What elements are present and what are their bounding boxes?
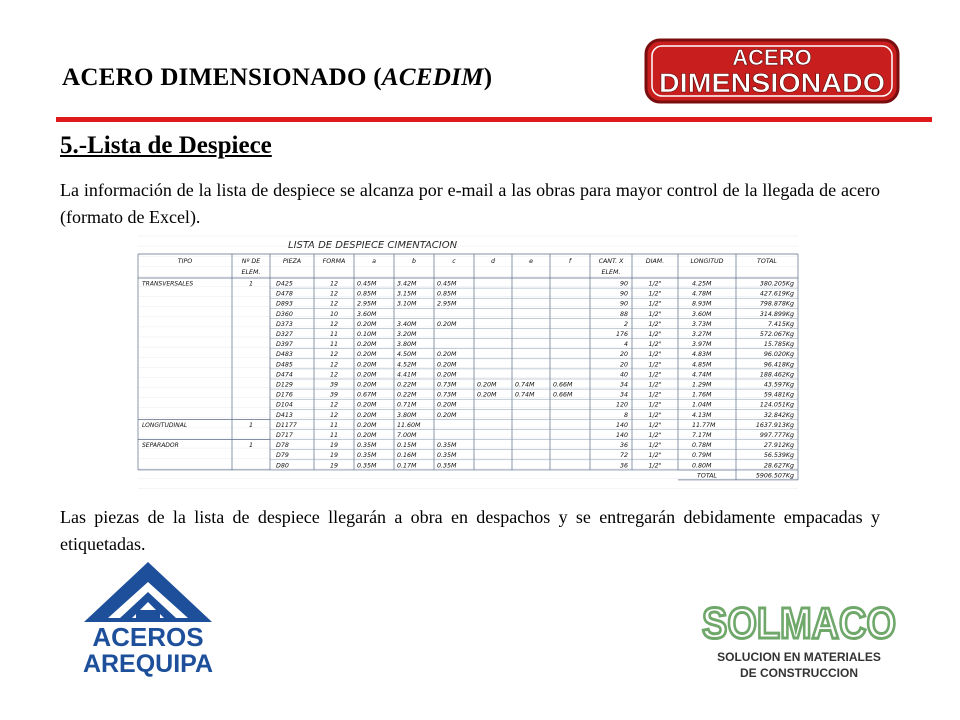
table-cell: 11 [329,331,339,338]
table-cell: 11.60M [397,421,421,429]
table-cell: 0.20M [357,432,377,439]
solmaco-tagline-1: SOLUCION EN MATERIALES [717,650,881,664]
table-title: LISTA DE DESPIECE CIMENTACION [288,240,458,251]
table-cell: 0.20M [477,391,497,399]
table-cell-tipo: TRANSVERSALES [142,280,194,288]
table-cell: 176 [615,331,628,338]
table-cell: 11 [329,341,339,349]
table-header-cell: e [529,258,533,265]
table-cell: 43.597Kg [763,381,794,389]
table-cell: 0.20M [437,320,457,328]
table-cell: 0.45M [437,280,457,288]
table-cell: 1/2" [648,371,662,379]
table-cell: 19 [329,462,339,470]
table-cell: 7.17M [692,432,712,439]
table-cell: 4.78M [692,290,712,298]
table-cell: 0.22M [397,391,417,399]
table-cell: 11 [329,421,339,429]
table-cell: 40 [619,371,628,379]
header-divider [56,117,932,122]
table-cell: D478 [276,290,293,298]
table-cell: 0.20M [357,381,377,389]
table-cell: 1/2" [648,391,662,399]
table-cell: 0.73M [437,381,457,389]
table-cell: 124.051Kg [759,401,794,409]
table-cell: 12 [329,280,339,288]
table-cell: 1.76M [692,391,712,399]
svg-text:SOLMACO: SOLMACO [702,599,896,648]
table-cell: 0.78M [692,442,712,450]
table-cell: 20 [619,361,628,369]
table-cell: 0.73M [437,391,457,399]
table-cell: D79 [276,452,289,460]
table-cell: 0.35M [437,442,457,450]
table-cell: 3.60M [357,310,377,318]
table-cell: 0.20M [437,361,457,369]
table-cell: 0.20M [357,351,377,359]
table-cell: 2.95M [357,300,377,308]
table-cell: 1/2" [648,310,662,318]
table-cell: 12 [329,300,339,308]
table-cell: 72 [619,452,628,460]
table-cell: 0.20M [357,401,377,409]
table-cell: 1/2" [648,432,662,439]
table-cell: 0.45M [357,280,377,288]
table-cell: 314.899Kg [759,310,794,318]
table-cell: 1/2" [648,411,662,419]
table-cell: 0.15M [397,442,417,450]
table-cell: 0.10M [357,331,377,338]
table-header-cell: f [568,258,572,265]
table-cell: D425 [276,280,293,288]
table-cell: 0.20M [357,411,377,419]
table-cell: D373 [276,320,293,328]
table-total-value: 5906.507Kg [755,472,794,480]
table-cell: 0.17M [397,462,417,470]
table-cell: 0.20M [437,401,457,409]
table-cell: 3.60M [692,310,712,318]
table-cell: 0.74M [515,381,535,389]
table-cell: 0.35M [357,452,377,460]
table-cell: 1/2" [648,320,662,328]
table-cell: 0.35M [437,462,457,470]
table-header-cell: CANT. X [598,258,624,265]
table-cell: 120 [615,401,628,409]
table-cell: 3.10M [397,300,417,308]
table-cell: 3.20M [397,331,417,338]
table-cell: 39 [329,391,339,399]
table-cell: 1637.913Kg [755,421,794,429]
table-cell: 1/2" [648,290,662,298]
table-cell: 188.462Kg [759,371,794,379]
table-cell: 19 [329,452,339,460]
table-cell: 12 [329,371,339,379]
table-cell: 0.35M [357,462,377,470]
table-cell: 36 [619,462,628,470]
table-cell: 0.79M [692,452,712,460]
table-cell: 1.29M [692,381,712,389]
table-cell: 20 [619,351,628,359]
table-cell: 1/2" [648,442,662,450]
table-cell: 1/2" [648,341,662,349]
table-cell: 12 [329,320,339,328]
table-cell: 4.25M [692,280,712,288]
table-header-cell: a [372,258,376,265]
table-cell: 90 [619,300,628,308]
table-cell: 4 [623,341,628,349]
solmaco-tagline-2: DE CONSTRUCCION [739,666,858,680]
table-cell: 427.619Kg [759,290,794,298]
table-header-cell: FORMA [322,258,346,265]
table-cell: 140 [615,421,628,429]
table-cell: 1 [248,280,254,288]
table-cell: 7.415Kg [767,320,794,328]
table-cell: 12 [329,401,339,409]
svg-text:ACEROS: ACEROS [92,622,204,652]
table-cell: 798.878Kg [759,300,794,308]
table-cell: 3.80M [397,341,417,349]
svg-text:ACERO: ACERO [732,45,812,70]
table-cell: 0.16M [397,452,417,460]
table-cell: 380.205Kg [759,280,794,288]
table-cell: D397 [276,341,293,349]
intro-paragraph: La información de la lista de despiece se alcanza por e-mail a las obras para mayor control de la llegada de acero (formato de Excel). [60,180,880,227]
table-cell: D474 [276,371,293,379]
table-total-label: TOTAL [697,472,717,480]
table-cell: 1/2" [648,361,662,369]
table-cell: 12 [329,351,339,359]
table-header-cell: c [452,258,456,265]
table-header-cell: Nº DE [241,258,261,265]
table-cell: 4.41M [397,371,417,379]
table-cell: 2.95M [437,300,457,308]
table-cell: 140 [615,432,628,439]
table-cell: 1 [248,421,254,429]
table-header-cell: TIPO [177,258,193,265]
acero-dimensionado-logo [640,34,904,106]
table-header-cell: b [412,258,416,265]
table-cell: 0.66M [553,381,573,389]
table-cell: 1/2" [648,331,662,338]
table-cell: 19 [329,442,339,450]
table-cell: 4.85M [692,361,712,369]
table-cell: 4.50M [397,351,417,359]
table-cell: D893 [276,300,293,308]
table-cell: 8.93M [692,300,712,308]
table-cell: 10 [329,310,339,318]
table-cell: 7.00M [397,432,417,439]
table-header-cell: LONGITUD [690,258,724,265]
table-cell: 0.20M [477,381,497,389]
table-cell: 4.52M [397,361,417,369]
table-cell: 39 [329,381,339,389]
table-cell: 2 [623,320,628,328]
table-cell: 0.20M [437,411,457,419]
table-cell: 0.35M [357,442,377,450]
table-cell: 0.22M [397,381,417,389]
table-cell: 12 [329,290,339,298]
table-cell: 3.42M [397,280,417,288]
table-cell: 0.74M [515,391,535,399]
table-cell: 3.97M [692,341,712,349]
table-cell: 572.067Kg [759,331,794,338]
table-cell-tipo: SEPARADOR [142,442,179,450]
table-cell: 3.40M [397,320,417,328]
table-cell: 90 [619,290,628,298]
table-cell: 0.20M [437,351,457,359]
table-cell: 0.85M [437,290,457,298]
table-cell-tipo: LONGITUDINAL [142,421,188,429]
table-cell: 1/2" [648,421,662,429]
table-cell: 36 [619,442,628,450]
table-cell: 1.04M [692,401,712,409]
table-cell: 3.15M [397,290,417,298]
table-cell: 0.66M [553,391,573,399]
table-header-cell: d [491,258,495,265]
table-cell: D360 [276,310,293,318]
table-cell: D176 [276,391,293,399]
table-cell: 4.83M [692,351,712,359]
table-cell: 4.13M [692,411,712,419]
table-cell: 3.73M [692,320,712,328]
table-cell: D78 [276,442,289,450]
table-cell: D129 [276,381,293,389]
table-cell: D413 [276,411,293,419]
table-cell: 96.418Kg [763,361,794,369]
table-header-cell: ELEM. [241,269,261,276]
table-cell: 12 [329,361,339,369]
svg-text:AREQUIPA: AREQUIPA [82,650,214,678]
table-cell: 11 [329,432,339,439]
page-title: ACERO DIMENSIONADO (ACEDIM) [62,64,493,91]
table-cell: 3.27M [692,331,712,338]
svg-text:DIMENSIONADO: DIMENSIONADO [659,68,885,98]
despiece-table [138,236,798,494]
table-header-cell: PIEZA [282,258,302,265]
table-cell: D1177 [276,421,297,429]
section-title: 5.-Lista de Despiece [60,132,272,159]
table-cell: 27.912Kg [763,442,794,450]
table-cell: 1/2" [648,381,662,389]
table-header-cell: ELEM. [601,269,621,276]
table-cell: 997.777Kg [759,432,794,439]
table-cell: 88 [619,310,628,318]
table-cell: 1/2" [648,351,662,359]
table-cell: 59.481Kg [763,391,794,399]
table-cell: 0.20M [357,341,377,349]
table-header-cell: TOTAL [757,258,777,265]
table-cell: 0.20M [357,320,377,328]
table-cell: 34 [619,391,628,399]
table-cell: 90 [619,280,628,288]
table-cell: 4.74M [692,371,712,379]
table-cell: 8 [623,411,628,419]
table-cell: 1/2" [648,452,662,460]
table-cell: 0.35M [437,452,457,460]
table-cell: 0.67M [357,391,377,399]
table-cell: 0.80M [692,462,712,470]
table-cell: 0.85M [357,290,377,298]
solmaco-logo [698,596,900,686]
table-cell: 34 [619,381,628,389]
table-cell: 15.785Kg [763,341,794,349]
table-cell: 0.20M [437,371,457,379]
table-cell: 0.71M [397,401,417,409]
table-cell: 0.20M [357,371,377,379]
table-cell: 96.020Kg [763,351,794,359]
table-header-cell: DIAM. [645,258,665,265]
table-cell: 56.539Kg [763,452,794,460]
table-cell: 11.77M [692,421,716,429]
table-cell: 3.80M [397,411,417,419]
table-cell: 0.20M [357,361,377,369]
table-cell: 32.842Kg [763,411,794,419]
table-cell: 1/2" [648,280,662,288]
table-cell: D483 [276,351,293,359]
closing-paragraph: Las piezas de la lista de despiece llegarán a obra en despachos y se entregarán debidamente empacadas y etiquetadas. [60,507,880,554]
table-cell: 12 [329,411,339,419]
table-cell: 1/2" [648,462,662,470]
table-cell: D327 [276,331,293,338]
table-cell: D717 [276,432,293,439]
table-cell: 1/2" [648,401,662,409]
table-cell: 1 [248,442,254,450]
table-cell: 1/2" [648,300,662,308]
table-cell: D80 [276,462,289,470]
aceros-arequipa-logo [48,560,248,678]
table-cell: 0.20M [357,421,377,429]
table-cell: D485 [276,361,293,369]
table-cell: D104 [276,401,293,409]
table-cell: 28.627Kg [763,462,794,470]
